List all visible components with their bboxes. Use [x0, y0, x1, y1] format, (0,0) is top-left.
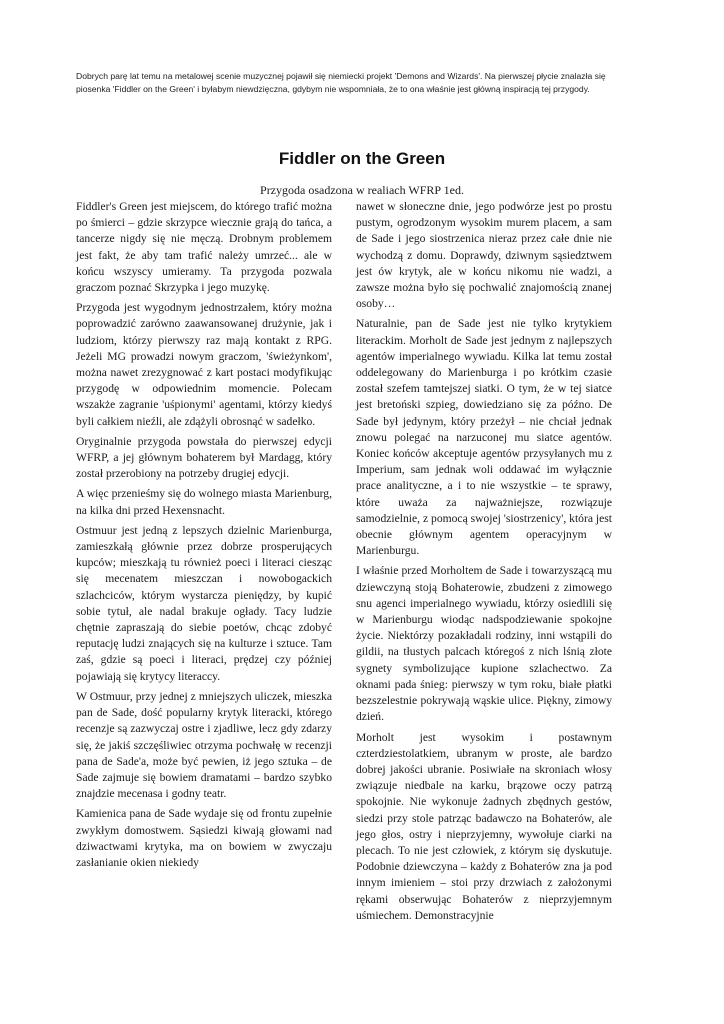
- paragraph: Morholt jest wysokim i postawnym czterdziestolatkiem, ubranym w proste, ale bardzo dobrej jakości ubranie. Posiwiałe na skroniach włosy związuje niedbale na karku, brązowe oczy patrzą spokojnie. Nie wykonuje żadnych zbędnych gestów, siedzi przy stole patrząc badawczo na Bohaterów, ale jego głos, ostry i nieprzyjemny, wywołuje ciarki na plecach. To nie jest człowiek, z którym się dyskutuje. Podobnie dziewczyna – każdy z Bohaterów zna ja pod innym imieniem – stoi przy drzwiach z założonymi rękami obserwując Bohaterów z nieprzyjemnym uśmiechem. Demonstracyjnie: [356, 730, 612, 922]
- paragraph: Przygoda jest wygodnym jednostrzałem, który można poprowadzić zarówno zaawansowanej drużynie, jak i ludziom, którzy pierwszy raz mają kontakt z RPG. Jeżeli MG prowadzi nowym graczom, 'świeżynkom', można nawet zrezygnować z kart postaci modyfikując przygodę w odpowiednim momencie. Polecam wszakże zagranie 'uśpionymi' agentami, którzy kiedyś byli całkiem nieźli, ale zdążyli obrosnąć w sadełko.: [76, 301, 332, 428]
- left-column: [76, 199, 332, 875]
- right-column: [356, 199, 612, 928]
- intro-note: Dobrych parę lat temu na metalowej scenie muzycznej pojawił się niemiecki projekt 'Demons and Wizards'. Na pierwszej płycie znalazła się piosenka 'Fiddler on the Green' i byłabym niewdzięczna, gdybym nie wspomniała, że to ona właśnie jest główną inspiracją tej przygody.: [76, 71, 606, 94]
- paragraph: Kamienica pana de Sade wydaje się od frontu zupełnie zwykłym domostwem. Sąsiedzi kiwają głowami nad dziwactwami krytyka, ma on bowiem w zwyczaju zasłanianie okien niekiedy: [76, 807, 332, 869]
- paragraph: W Ostmuur, przy jednej z mniejszych uliczek, mieszka pan de Sade, dość popularny krytyk literacki, którego recenzje są zazwyczaj ostre i zjadliwe, lecz gdy zdarzy się, że jakiś szczęśliwiec otrzyma pochwałę w recenzji pana de Sade'a, może być pewien, iż jego sztuka – de Sade zajmuje się bowiem dramatami – bardzo szybko znajdzie mecenasa i godny teatr.: [76, 689, 332, 801]
- paragraph: Ostmuur jest jedną z lepszych dzielnic Marienburga, zamieszkałą głównie przez dobrze prosperujących kupców; mieszkają tu również poeci i literaci ciesząc się mecenatem mieszczan i nowobogackich szlachciców, którym wystarcza pieniędzy, by kupić sobie tytuł, ale nadal brakuje ogłady. Tacy ludzie chętnie zapraszają do siebie poetów, chcąc zdobyć reputację ludzi znających się na kulturze i sztuce. Tam zaś, gdzie są poeci i literaci, prędzej czy później pojawiają się krytycy literaccy.: [76, 523, 332, 683]
- page-subtitle: Przygoda osadzona w realiach WFRP 1ed.: [260, 183, 464, 197]
- paragraph: A więc przenieśmy się do wolnego miasta Marienburg, na kilka dni przed Hexensnacht.: [76, 487, 332, 517]
- page-title: Fiddler on the Green: [278, 149, 446, 168]
- paragraph: Naturalnie, pan de Sade jest nie tylko krytykiem literackim. Morholt de Sade jest jednym z najlepszych agentów imperialnego wywiadu. Kilka lat temu został oddelegowany do Marienburga i po krótkim czasie został szefem tamtejszej siatki. O tym, że w tej siatce jest bretoński szpieg, dowiedziano się za późno. De Sade był jedynym, który przeżył – nie chciał jednak znowu polegać na narzuconej mu siatce agentów. Koniec końców akceptuje agentów przysyłanych mu z Imperium, sam jednak woli oddawać im wyłącznie prace analityczne, a i to nie wszystkie – te sprawy, które uważa za najważniejsze, rozwiązuje samodzielnie, z pomocą swojej 'siostrzenicy', która jest obecnie głównym agentem operacyjnym w Marienburgu.: [356, 317, 612, 558]
- paragraph: I właśnie przed Morholtem de Sade i towarzyszącą mu dziewczyną stoją Bohaterowie, zbudzeni z zimowego snu agenci imperialnego wywiadu, którzy osiedlili się w Marienburgu wiodąc nadspodziewanie spokojne życie. Niektórzy pozakładali rodziny, inni wstąpili do gildii, na tłustych palcach któregoś z nich lśnią złote sygnety symbolizujące kupione szlachectwo. Za oknami pada śnieg: pierwszy w tym roku, białe płatki bezszelestnie pokrywają wąskie ulice. Piękny, zimowy dzień.: [356, 564, 612, 724]
- paragraph: nawet w słoneczne dnie, jego podwórze jest po prostu pustym, ogrodzonym wysokim murem placem, a sam de Sade i jego siostrzenica nieraz przez całe dnie nie wychodzą z domu. Doprawdy, dziwnym sąsiedztwem jest ów krytyk, ale w końcu nikomu nie wadzi, a zawsze można było się pochwalić znajomością znanej osoby…: [356, 200, 612, 311]
- paragraph: Oryginalnie przygoda powstała do pierwszej edycji WFRP, a jej głównym bohaterem był Mardagg, który został przerobiony na potrzeby drugiej edycji.: [76, 434, 332, 481]
- paragraph: Fiddler's Green jest miejscem, do którego trafić można po śmierci – gdzie skrzypce wiecznie grają do tańca, a tancerze nigdy się nie męczą. Drobnym problemem jest fakt, że aby tam trafić należy umrzeć... ale w końcu wszyscy umieramy. Ta przygoda pozwala graczom poznać Skrzypka i jego muzykę.: [76, 200, 332, 295]
